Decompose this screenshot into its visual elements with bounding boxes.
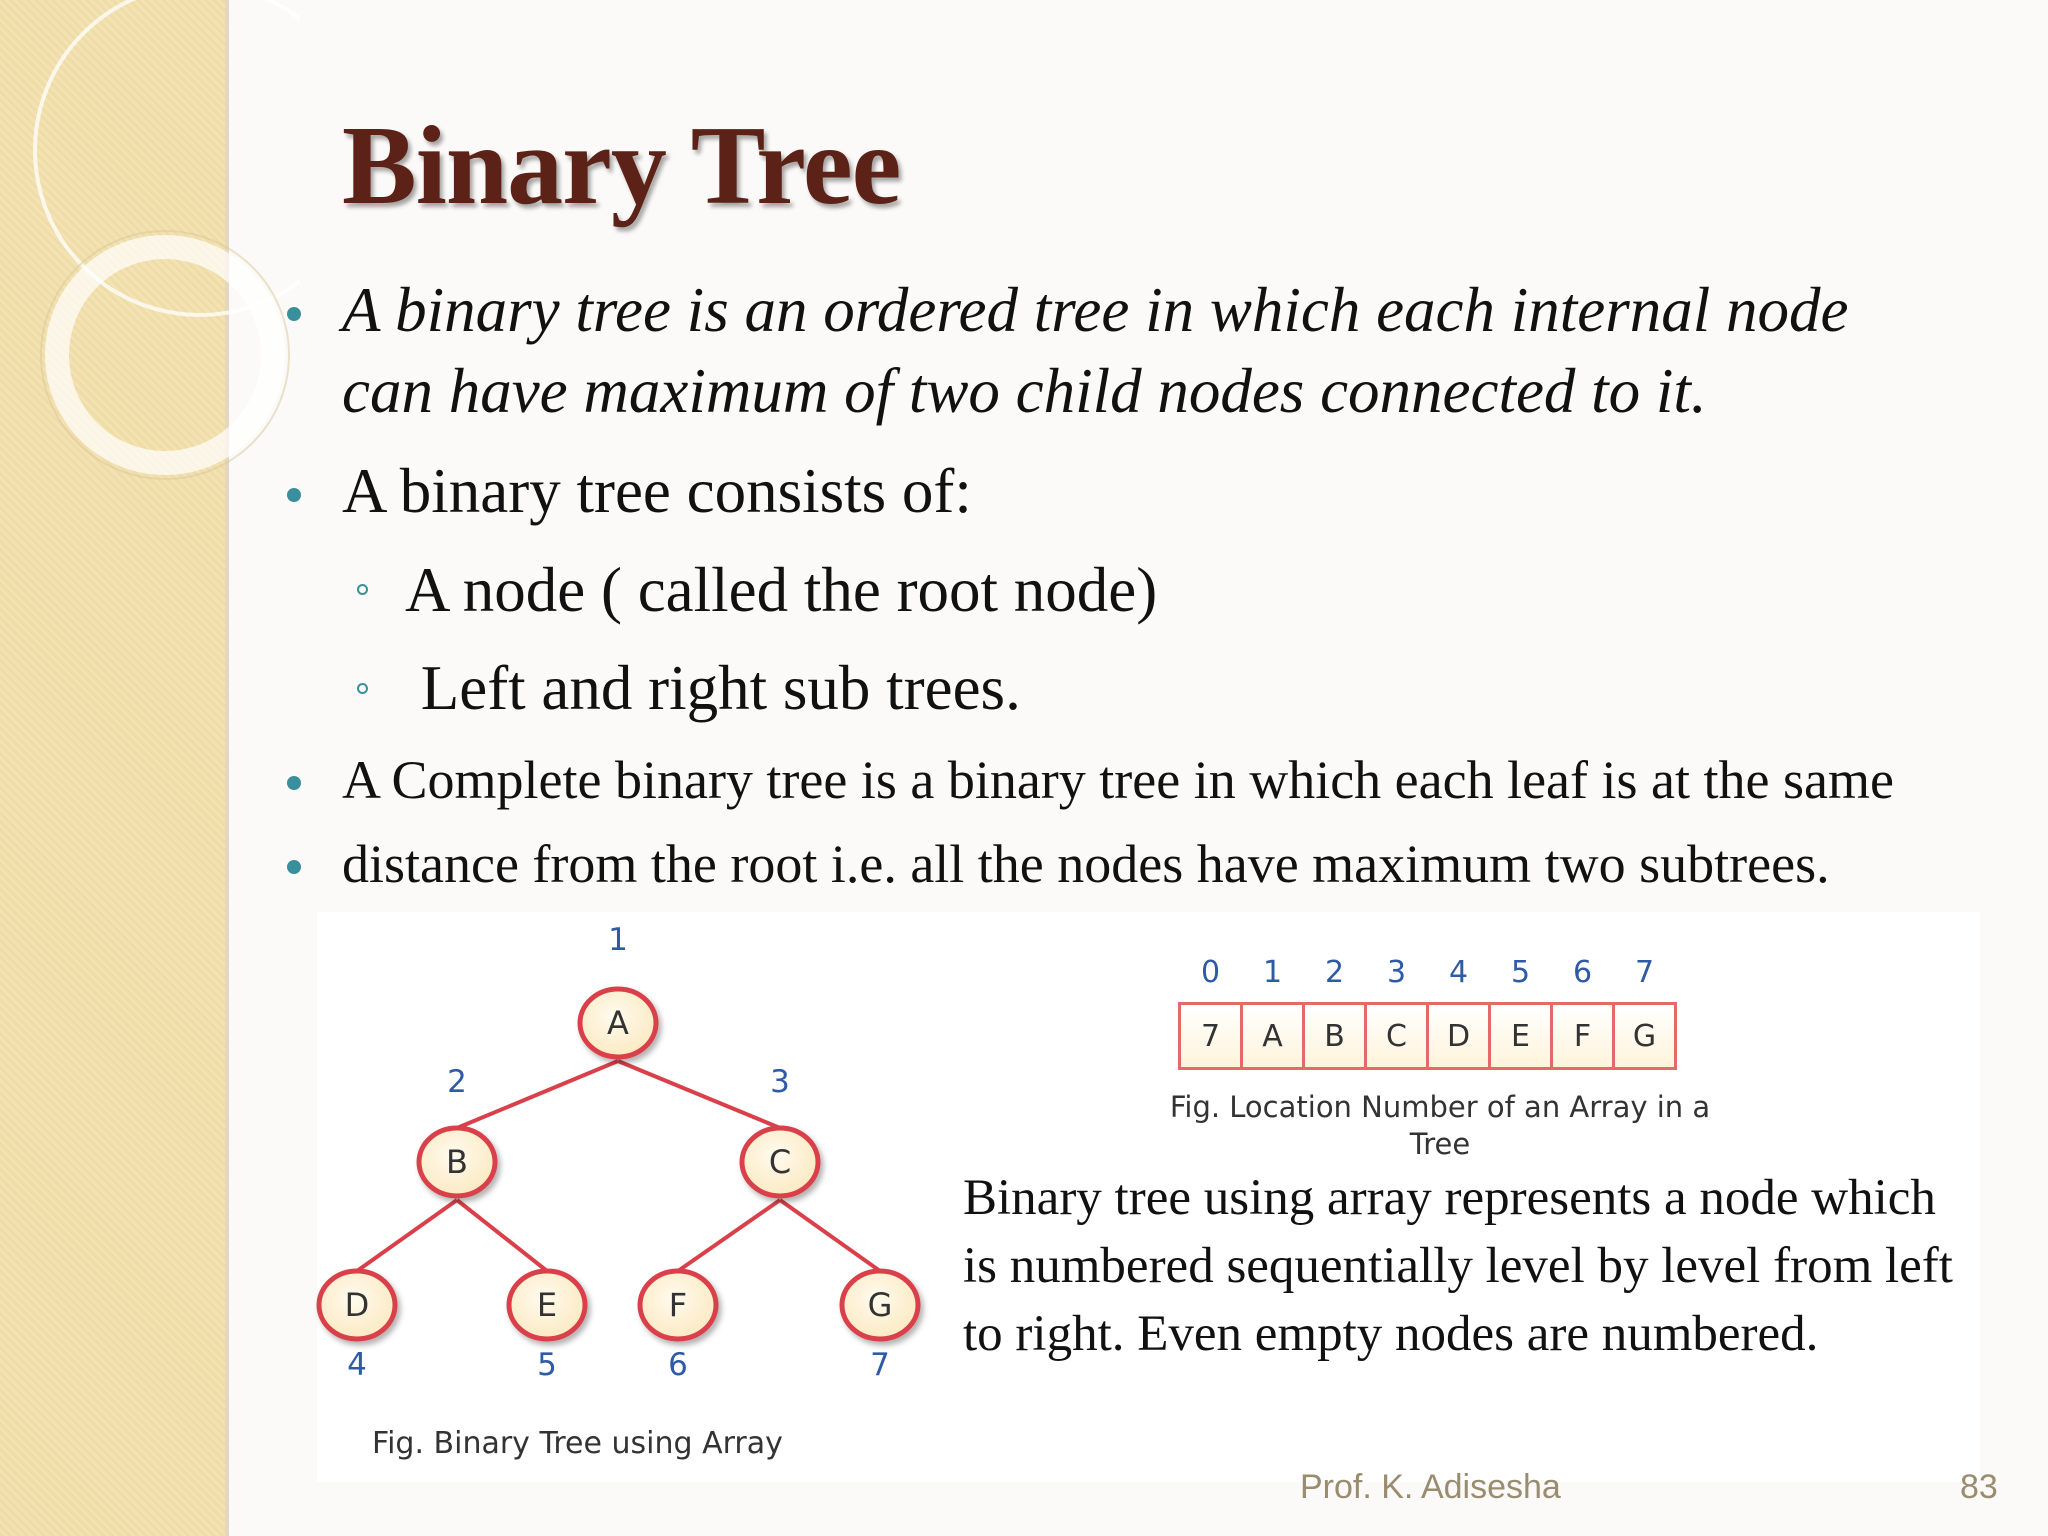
bullet-dot	[287, 776, 301, 790]
array-index: 2	[1324, 955, 1345, 990]
tree-edge	[457, 1061, 618, 1128]
array-cell: D	[1426, 1002, 1491, 1070]
slide-title: Binary Tree	[342, 104, 901, 228]
binary-tree-diagram	[300, 920, 950, 1480]
array-index: 6	[1572, 955, 1593, 990]
array-index: 3	[1386, 955, 1407, 990]
array-figure-caption-line-2: Tree	[1409, 1127, 1471, 1161]
array-cell: F	[1550, 1002, 1615, 1070]
tree-node-number: 2	[447, 1064, 467, 1100]
subbullet-1-text: A node ( called the root node)	[405, 555, 1158, 625]
tree-node-number: 7	[870, 1347, 890, 1383]
tree-node-number: 4	[347, 1347, 367, 1383]
tree-node-number: 5	[537, 1347, 557, 1383]
array-cell: G	[1612, 1002, 1677, 1070]
array-cell: B	[1302, 1002, 1367, 1070]
tree-node-label: B	[446, 1143, 468, 1181]
tree-edge	[618, 1061, 780, 1128]
slide-number: 83	[1960, 1468, 1998, 1506]
subbullet-ring	[357, 584, 368, 595]
array-cell: 7	[1178, 1002, 1243, 1070]
array-index: 5	[1510, 955, 1531, 990]
array-cells-row	[1178, 1002, 1677, 1070]
tree-edge	[780, 1200, 880, 1271]
array-index: 0	[1200, 955, 1221, 990]
bullet-3-text: A Complete binary tree is a binary tree in which each leaf is at the same	[342, 750, 1894, 810]
tree-figure-caption: Fig. Binary Tree using Array	[372, 1426, 783, 1461]
array-figure-caption-line-1: Fig. Location Number of an Array in a	[1169, 1090, 1711, 1124]
tree-edge	[678, 1200, 780, 1271]
array-index: 7	[1634, 955, 1655, 990]
sidebar-divider	[225, 0, 229, 1536]
subbullet-2-text: Left and right sub trees.	[405, 653, 1021, 723]
tree-node-number: 6	[668, 1347, 688, 1383]
bullet-1-line-1: A binary tree is an ordered tree in which each internal node	[342, 275, 1849, 345]
tree-node-label: F	[668, 1286, 688, 1324]
array-index-row	[1178, 955, 1677, 990]
tree-node-label: G	[867, 1286, 893, 1324]
bullet-dot	[287, 860, 301, 874]
array-cell: A	[1240, 1002, 1305, 1070]
tree-node-label: D	[344, 1286, 370, 1324]
bullet-1-line-2: can have maximum of two child nodes connected to it.	[342, 356, 1707, 426]
array-index: 1	[1262, 955, 1283, 990]
array-explanation-paragraph: Binary tree using array represents a node which is numbered sequentially level by level from left to right. Even empty nodes are numbered.	[963, 1170, 1953, 1362]
array-cell: E	[1488, 1002, 1553, 1070]
bullet-4-text: distance from the root i.e. all the nodes have maximum two subtrees.	[342, 834, 1830, 894]
tree-edge	[457, 1200, 547, 1271]
bullet-dot	[287, 307, 301, 321]
tree-node-label: A	[607, 1004, 629, 1042]
tree-node-number: 1	[608, 922, 628, 958]
bullet-dot	[287, 488, 301, 502]
tree-node-label: C	[768, 1143, 792, 1181]
decorative-sidebar	[0, 0, 227, 1536]
subbullet-ring	[357, 683, 368, 694]
footer-author: Prof. K. Adisesha	[1300, 1468, 1561, 1506]
tree-node-label: E	[536, 1286, 558, 1324]
array-cell: C	[1364, 1002, 1429, 1070]
tree-node-number: 3	[770, 1064, 790, 1100]
bullet-2-text: A binary tree consists of:	[342, 456, 972, 526]
tree-edge	[357, 1200, 457, 1271]
array-index: 4	[1448, 955, 1469, 990]
